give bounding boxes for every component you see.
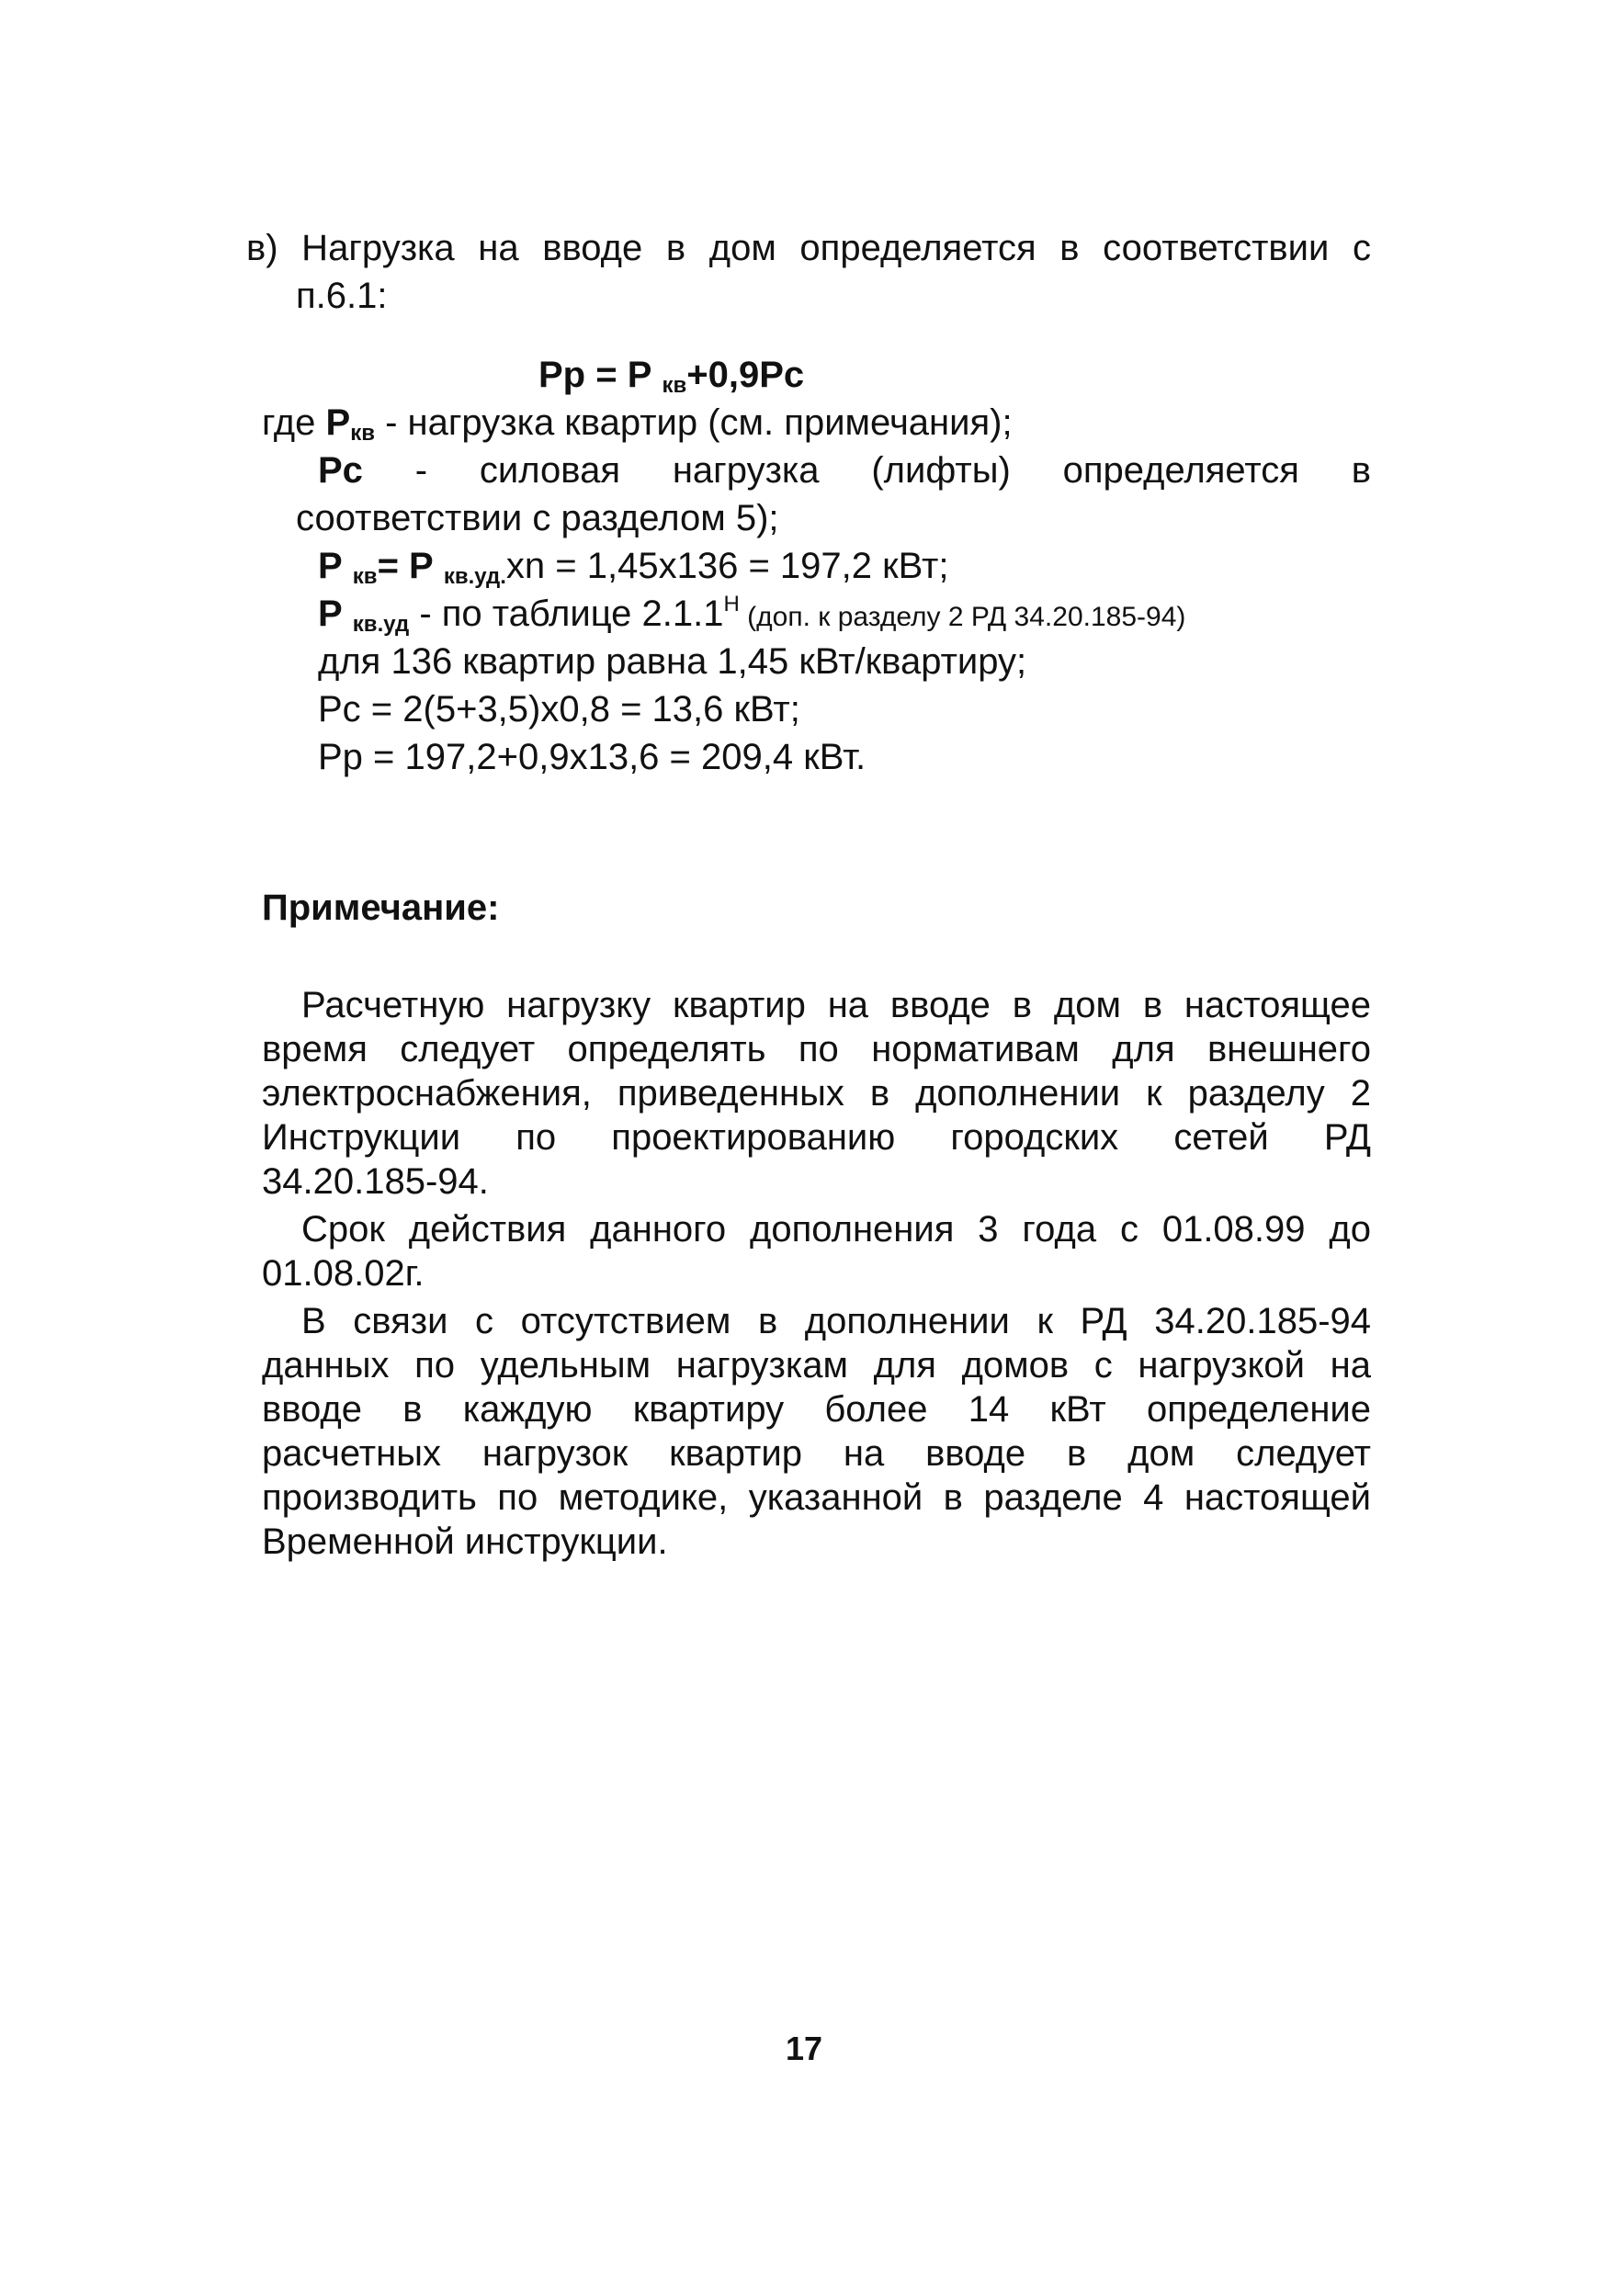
pkv-calc-rest: хn = 1,45х136 = 197,2 кВт; [505, 546, 949, 586]
formula-rhs: +0,9Рс [686, 355, 805, 395]
pkvud-sub: кв.уд [352, 612, 410, 637]
section-v-line-1: в) Нагрузка на вводе в дом определяется в соответствии с [246, 228, 1371, 268]
pkvud-text: - по таблице 2.1.1 [409, 594, 724, 634]
definition-pc [318, 448, 1371, 492]
pc-word-3: (лифты) [871, 450, 1011, 491]
note-p1-word-3: проектированию [611, 1117, 896, 1158]
pc-calc-text: Рс = 2(5+3,5)х0,8 = 13,6 кВт; [318, 689, 800, 730]
pc-word-1: силовая [479, 450, 621, 491]
section-v-line-2: п.6.1: [296, 276, 388, 316]
pc-word-5: в [1351, 450, 1371, 491]
pp-calculation [318, 735, 866, 779]
pc-symbol: Рс [318, 450, 363, 491]
pkv-text: - нагрузка квартир (см. примечания); [374, 402, 1013, 443]
note-p1-line-4 [262, 1115, 1371, 1159]
pkvud-ref: (доп. к разделу 2 РД 34.20.185-94) [739, 602, 1186, 632]
note-p2-line-1: Срок действия данного дополнения 3 года с 01.08.99 до [301, 1209, 1371, 1250]
note-p1-word-1: Инструкции [262, 1117, 461, 1158]
where-prefix: где [262, 402, 326, 443]
pkvud-line-2: для 136 квартир равна 1,45 кВт/квартиру; [318, 641, 1027, 682]
pkv-calc-symbol: Р [318, 546, 353, 586]
note-p1-word-6: РД [1323, 1117, 1371, 1158]
note-p3-line-4: расчетных нагрузок квартир на вводе в дом следует [262, 1433, 1371, 1474]
definition-pc-line-2: соответствии с разделом 5); [296, 498, 779, 538]
pkv-sub: кв [350, 421, 375, 446]
definition-pkv [262, 401, 1013, 445]
formula-lhs: Рр = Р [538, 355, 663, 395]
pkv-calc-sub2: кв.уд. [443, 564, 506, 589]
pkv-symbol: Р [325, 402, 351, 443]
page-number: 17 [786, 2030, 823, 2067]
note-p1-line-3: электроснабжения, приведенных в дополнении к разделу 2 [262, 1073, 1371, 1114]
note-p1-word-5: сетей [1173, 1117, 1269, 1158]
pc-calculation [318, 687, 800, 731]
pkvud-sup: Н [723, 592, 740, 616]
pc-word-4: определяется [1062, 450, 1299, 491]
note-p3-last: Временной инструкции. [262, 1521, 668, 1562]
pkv-calc-sub: кв [352, 564, 378, 589]
note-p1-line-1: Расчетную нагрузку квартир на вводе в дом в настоящее [301, 985, 1371, 1025]
note-p1-word-4: городских [950, 1117, 1119, 1158]
formula-sub-kv: кв [662, 373, 687, 398]
note-p3-line-5: производить по методике, указанной в разделе 4 настоящей [262, 1477, 1371, 1518]
note-p1-line-2: время следует определять по нормативам для внешнего [262, 1029, 1371, 1069]
pp-calc-text: Рр = 197,2+0,9х13,6 = 209,4 кВт. [318, 737, 866, 777]
pc-word-2: нагрузка [672, 450, 820, 491]
note-p3-line-3: вводе в каждую квартиру более 14 кВт определение [262, 1389, 1371, 1430]
pkvud-definition [318, 592, 1185, 639]
note-p3-line-2: данных по удельным нагрузкам для домов с нагрузкой на [262, 1345, 1371, 1386]
pkv-calc-eq: = Р [377, 546, 444, 586]
note-p2-last: 01.08.02г. [262, 1253, 425, 1294]
note-p1-last: 34.20.185-94. [262, 1161, 489, 1202]
note-heading: Примечание: [262, 888, 500, 928]
pc-word-dash: - [414, 450, 428, 491]
pkv-calculation [318, 544, 948, 588]
pkvud-symbol: Р [318, 594, 353, 634]
note-p3-line-1: В связи с отсутствием в дополнении к РД 34.20.185-94 [301, 1301, 1371, 1341]
note-p1-word-2: по [515, 1117, 557, 1158]
formula [538, 353, 804, 397]
